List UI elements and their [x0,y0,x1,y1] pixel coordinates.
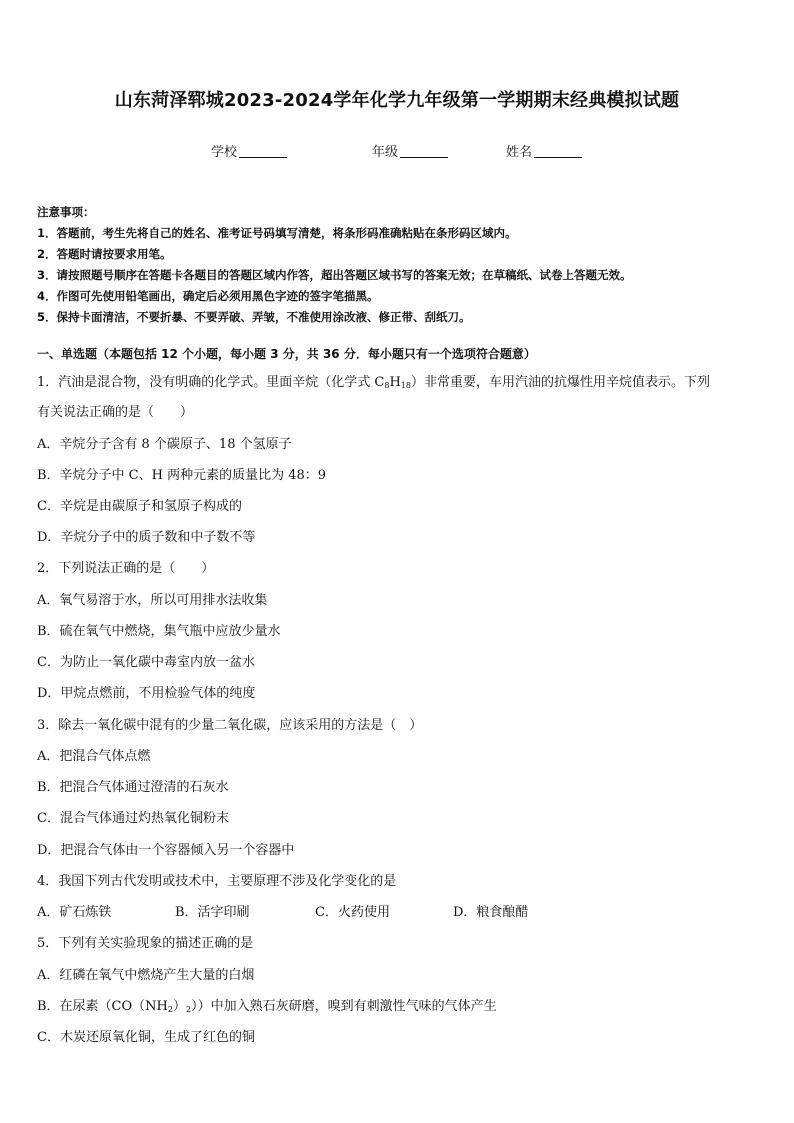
q4-option-c: C．火药使用 [315,905,390,920]
name-blank [534,145,582,158]
school-field [211,141,287,160]
question-1-stem-cont: 有关说法正确的是（ ） [37,405,194,420]
note-item: 2．答题时请按要求用笔。 [37,247,172,261]
notes-heading: 注意事项： [37,205,95,219]
name-field [506,141,582,160]
q4-option-a: A．矿石炼铁 [37,905,112,920]
q1-subscript: 8 [384,381,390,390]
q2-option-a: A．氧气易溶于水，所以可用排水法收集 [37,593,268,608]
q4-option-b: B．活字印刷 [175,905,250,920]
q1-option-a: A．辛烷分子含有 8 个碳原子、18 个氢原子 [37,437,292,452]
q3-option-c: C．混合气体通过灼热氧化铜粉末 [37,811,229,826]
q5-option-b-part: ））中加入熟石灰研磨，嗅到有刺激性气味的气体产生 [191,999,497,1014]
name-label: 姓名 [506,145,533,160]
q4-options-row [37,903,528,923]
q2-option-c: C．为防止一氧化碳中毒室内放一盆水 [37,655,255,670]
note-item: 1．答题前，考生先将自己的姓名、准考证号码填写清楚，将条形码准确粘贴在条形码区域内。 [37,226,517,240]
q5-subscript: 2 [167,1005,173,1014]
q3-option-b: B．把混合气体通过澄清的石灰水 [37,780,229,795]
q1-option-c: C．辛烷是由碳原子和氢原子构成的 [37,499,242,514]
grade-field [372,141,448,160]
q1-stem-part: 1．汽油是混合物，没有明确的化学式。里面辛烷（化学式 C [37,375,385,390]
section-title: 一、单选题（本题包括 12 个小题，每小题 3 分，共 36 分．每小题只有一个选项符合题意） [37,347,536,361]
q1-stem-part: ）非常重要，车用汽油的抗爆性用辛烷值表示。下列 [410,375,710,390]
note-item: 3．请按照题号顺序在答题卡各题目的答题区域内作答，超出答题区域书写的答案无效；在草稿纸、试卷上答题无效。 [37,268,632,282]
question-3-stem: 3．除去一氧化碳中混有的少量二氧化碳，应该采用的方法是（ ） [37,718,423,733]
q5-option-b [37,997,497,1020]
q3-option-d: D．把混合气体由一个容器倾入另一个容器中 [37,843,295,858]
q3-option-a: A．把混合气体点燃 [37,749,151,764]
notes-block [37,202,767,328]
page-title: 山东菏泽郓城2023-2024学年化学九年级第一学期期末经典模拟试题 [114,90,680,111]
q5-option-b-part: B．在尿素（CO（NH [37,999,168,1014]
q5-option-c: C．木炭还原氧化铜，生成了红色的铜 [37,1030,255,1045]
q1-option-b: B．辛烷分子中 C、H 两种元素的质量比为 48：9 [37,468,327,483]
question-1-stem [37,373,710,396]
grade-label: 年级 [372,145,399,160]
q2-option-b: B．硫在氧气中燃烧，集气瓶中应放少量水 [37,624,281,639]
grade-blank [400,145,448,158]
q2-option-d: D．甲烷点燃前，不用检验气体的纯度 [37,686,256,701]
school-blank [239,145,287,158]
q1-subscript: 18 [400,381,411,390]
question-4-stem: 4．我国下列古代发明或技术中，主要原理不涉及化学变化的是 [37,874,397,889]
q5-subscript: 2 [185,1005,192,1014]
note-item: 5．保持卡面清洁，不要折暴、不要弄破、弄皱，不准使用涂改液、修正带、刮纸刀。 [37,310,471,324]
question-2-stem: 2．下列说法正确的是（ ） [37,561,215,576]
q4-option-d: D．粮食酿醋 [453,905,529,920]
q5-option-a: A．红磷在氧气中燃烧产生大量的白烟 [37,968,255,983]
question-5-stem: 5．下列有关实验现象的描述正确的是 [37,936,254,951]
q1-option-d: D．辛烷分子中的质子数和中子数不等 [37,530,256,545]
q5-option-b-part: ） [172,999,186,1014]
note-item: 4．作图可先使用铅笔画出，确定后必须用黑色字迹的签字笔描黑。 [37,289,379,303]
q1-stem-part: H [389,375,401,390]
school-label: 学校 [211,145,238,160]
